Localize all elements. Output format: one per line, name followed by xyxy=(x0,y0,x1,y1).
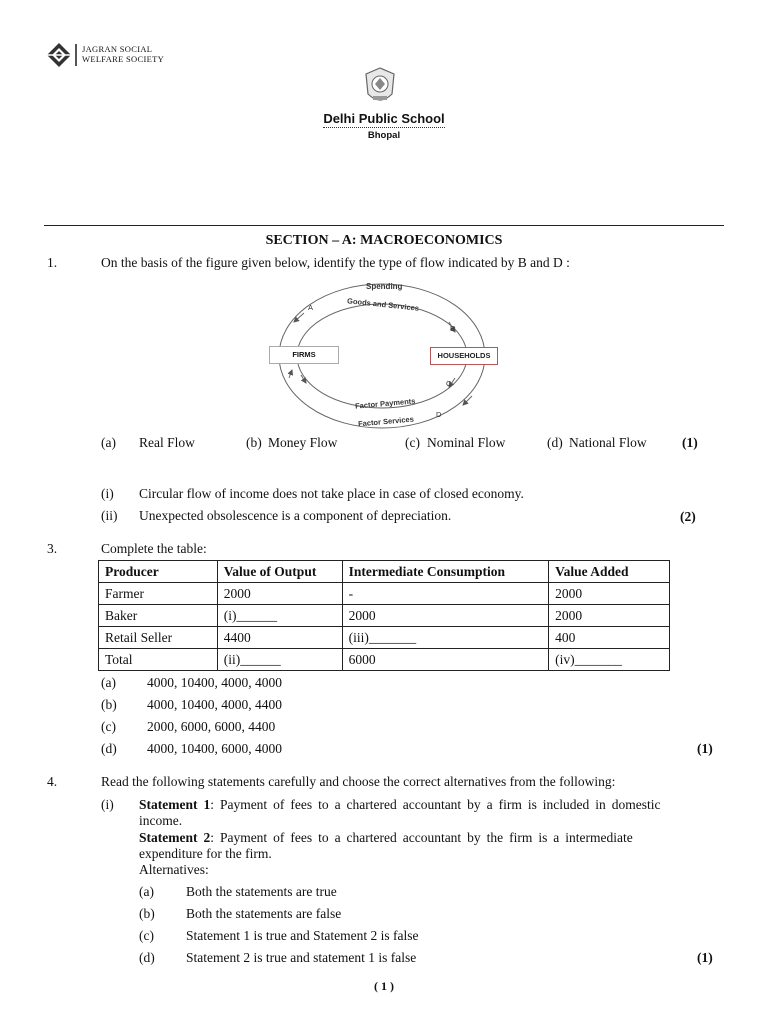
q3-option-c-label: (c) xyxy=(101,719,116,734)
label-a: A xyxy=(308,303,314,312)
q3-option-c-text: 2000, 6000, 6000, 4400 xyxy=(147,719,276,734)
table-cell: 4400 xyxy=(217,627,342,649)
q3-option-d-text: 4000, 10400, 6000, 4000 xyxy=(147,741,282,756)
label-spending: Spending xyxy=(366,282,403,291)
q3-option-b-text: 4000, 10400, 4000, 4400 xyxy=(147,697,282,712)
table-cell: (ii)______ xyxy=(217,649,342,671)
q3-option-d-label: (d) xyxy=(101,741,117,756)
q3-option-b-label: (b) xyxy=(101,697,117,712)
logo-divider xyxy=(75,44,77,66)
q1-option-d-text: National Flow xyxy=(569,435,647,450)
q2-marks: (2) xyxy=(680,509,696,524)
table-row xyxy=(99,627,670,649)
diamond-logo-icon xyxy=(46,42,72,68)
org-logo xyxy=(46,42,72,68)
q4-option-b-text: Both the statements are false xyxy=(186,906,342,921)
org-name-line1: JAGRAN SOCIAL xyxy=(82,44,153,54)
households-box: HOUSEHOLDS xyxy=(430,347,498,365)
table-cell: (iii)_______ xyxy=(342,627,549,649)
table-header-cell: Intermediate Consumption xyxy=(342,561,549,583)
table-cell: Farmer xyxy=(99,583,218,605)
label-d: D xyxy=(436,410,442,419)
q4-statement2 xyxy=(139,830,721,846)
statement1-continuation: income. xyxy=(139,813,183,828)
q4-option-a-label: (a) xyxy=(139,884,154,899)
statement2-continuation: expenditure for the firm. xyxy=(139,846,272,861)
q4-option-b-label: (b) xyxy=(139,906,155,921)
table-cell: Baker xyxy=(99,605,218,627)
q2-item-ii-text: Unexpected obsolescence is a component of depreciation. xyxy=(139,508,452,523)
table-header-cell: Value Added xyxy=(549,561,670,583)
q1-option-a-text: Real Flow xyxy=(139,435,195,450)
table-header-row xyxy=(99,561,670,583)
school-name: Delhi Public School xyxy=(323,111,445,126)
org-name xyxy=(82,44,164,64)
page-number: ( 1 ) xyxy=(374,979,394,993)
value-added-table xyxy=(98,560,670,671)
q1-option-a-label: (a) xyxy=(101,435,116,450)
label-b: B xyxy=(450,324,456,333)
table-cell: 2000 xyxy=(549,583,670,605)
q3-option-a-label: (a) xyxy=(101,675,116,690)
table-header-cell: Producer xyxy=(99,561,218,583)
school-crest-icon xyxy=(363,66,397,108)
table-header-cell: Value of Output xyxy=(217,561,342,583)
label-factor-payments: Factor Payments xyxy=(354,396,416,411)
label-goods-services: Goods and Services xyxy=(346,296,420,313)
table-cell: 2000 xyxy=(549,605,670,627)
label-factor-services: Factor Services xyxy=(357,414,415,429)
table-cell: 6000 xyxy=(342,649,549,671)
section-title: SECTION – A: MACROECONOMICS xyxy=(265,233,503,248)
q1-option-c-label: (c) xyxy=(405,435,420,450)
q1-option-d-label: (d) xyxy=(547,435,563,450)
q4-text: Read the following statements carefully and choose the correct alternatives from the following: xyxy=(101,774,616,789)
header-rule xyxy=(44,225,724,226)
q1-text: On the basis of the figure given below, identify the type of flow indicated by B and D : xyxy=(101,255,570,270)
q1-option-c-text: Nominal Flow xyxy=(427,435,506,450)
school-city: Bhopal xyxy=(367,130,401,141)
q4-option-c-text: Statement 1 is true and Statement 2 is false xyxy=(186,928,419,943)
q3-option-a-text: 4000, 10400, 4000, 4000 xyxy=(147,675,282,690)
q4-option-a-text: Both the statements are true xyxy=(186,884,337,899)
q2-item-i-text: Circular flow of income does not take place in case of closed economy. xyxy=(139,486,524,501)
table-cell: Total xyxy=(99,649,218,671)
alternatives-label: Alternatives: xyxy=(139,862,209,877)
school-crest xyxy=(363,66,397,108)
q4-sub-label: (i) xyxy=(101,797,114,812)
label-c: C xyxy=(446,379,452,388)
table-cell: 2000 xyxy=(217,583,342,605)
q3-text: Complete the table: xyxy=(101,541,207,556)
q4-number: 4. xyxy=(47,774,58,789)
table-cell: 400 xyxy=(549,627,670,649)
statement2-text: : Payment of fees to a chartered accountant by the firm is a intermediate xyxy=(210,830,633,845)
q1-option-b-text: Money Flow xyxy=(268,435,338,450)
q4-option-c-label: (c) xyxy=(139,928,154,943)
table-cell: - xyxy=(342,583,549,605)
firms-box: FIRMS xyxy=(269,346,339,364)
q4-option-d-text: Statement 2 is true and statement 1 is false xyxy=(186,950,417,965)
q1-option-b-label: (b) xyxy=(246,435,262,450)
table-cell: 2000 xyxy=(342,605,549,627)
q1-marks: (1) xyxy=(682,435,698,450)
q4-option-d-label: (d) xyxy=(139,950,155,965)
arrow-outer-left xyxy=(289,370,292,378)
q3-number: 3. xyxy=(47,541,58,556)
org-name-line2: WELFARE SOCIETY xyxy=(82,54,165,64)
statement1-label: Statement 1 xyxy=(139,797,211,812)
school-name-wrap xyxy=(0,111,768,126)
table-cell: Retail Seller xyxy=(99,627,218,649)
table-row xyxy=(99,649,670,671)
statement1-text: : Payment of fees to a chartered accountant by a firm is included in domestic xyxy=(210,797,661,812)
q1-number: 1. xyxy=(47,255,58,270)
q2-item-ii-label: (ii) xyxy=(101,508,118,523)
q4-statement1 xyxy=(139,797,721,813)
table-cell: (iv)_______ xyxy=(549,649,670,671)
q4-marks: (1) xyxy=(697,950,713,965)
q3-marks: (1) xyxy=(697,741,713,756)
table-cell: (i)______ xyxy=(217,605,342,627)
q2-item-i-label: (i) xyxy=(101,486,114,501)
arrow-d xyxy=(463,396,472,405)
table-row xyxy=(99,605,670,627)
table-row xyxy=(99,583,670,605)
statement2-label: Statement 2 xyxy=(139,830,211,845)
